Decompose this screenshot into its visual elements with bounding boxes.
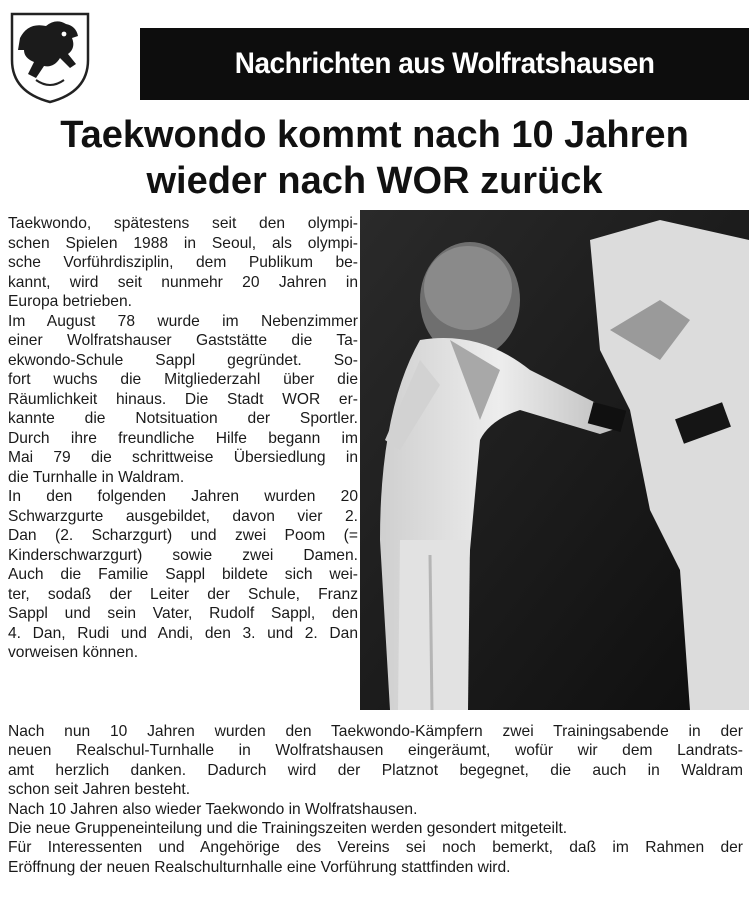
column-text-line: sche Vorführdisziplin, dem Publikum be-: [8, 254, 358, 271]
section-banner: [140, 28, 749, 100]
column-text-line: kannte die Notsituation der Sportler.: [8, 410, 358, 427]
column-text-line: einer Wolfratshauser Gaststätte die Ta-: [8, 332, 358, 349]
column-text-line: Europa betrieben.: [8, 293, 132, 310]
article-headline: [0, 112, 749, 204]
footer-text-line: Eröffnung der neuen Realschulturnhalle eine Vorführung stattfinden wird.: [8, 858, 511, 876]
column-text-line: ter, sodaß der Leiter der Schule, Franz: [8, 585, 358, 603]
column-text-line: kannt, wird seit nunmehr 20 Jahren in: [8, 273, 358, 291]
footer-text-line: schon seit Jahren besteht.: [8, 781, 191, 799]
footer-text-line: Nach 10 Jahren also wieder Taekwondo in Wolfratshausen.: [8, 800, 418, 818]
coat-of-arms-icon: [6, 8, 94, 106]
headline-line-1: Taekwondo kommt nach 10 Jahren: [60, 114, 689, 156]
column-text-line: Dan (2. Scharzgurt) und zwei Poom (=: [8, 527, 358, 544]
article-footer-text: [8, 722, 743, 877]
column-text-line: die Turnhalle in Waldram.: [8, 468, 185, 486]
column-text-line: Durch ihre freundliche Hilfe begann im: [8, 429, 358, 447]
column-text-line: Räumlichkeit hinaus. Die Stadt WOR er-: [8, 390, 358, 408]
column-text-line: Im August 78 wurde im Nebenzimmer: [8, 312, 358, 330]
footer-text-line: Nach nun 10 Jahren wurden den Taekwondo-Kämpfern zwei Trainingsabende in der: [8, 723, 743, 740]
footer-text-line: amt herzlich danken. Dadurch wird der Platznot begegnet, die auch in Waldram: [8, 761, 743, 779]
column-text-line: Kinderschwarzgurt) sowie zwei Damen.: [8, 546, 358, 564]
column-text-line: 4. Dan, Rudi und Andi, den 3. und 2. Dan: [8, 624, 358, 642]
column-text-line: vorweisen können.: [8, 644, 139, 661]
footer-text-line: neuen Realschul-Turnhalle in Wolfratshausen eingeräumt, wofür wir dem Landrats-: [8, 742, 743, 760]
taekwondo-photo: [360, 210, 749, 710]
headline-line-2: wieder nach WOR zurück: [146, 160, 603, 202]
column-text-line: Taekwondo, spätestens seit den olympi-: [8, 215, 358, 232]
column-text-line: In den folgenden Jahren wurden 20: [8, 488, 358, 505]
footer-text-line: Für Interessenten und Angehörige des Vereins sei noch bemerkt, daß im Rahmen der: [8, 839, 743, 857]
column-text-line: schen Spielen 1988 in Seoul, als olympi-: [8, 234, 358, 252]
article-column: [8, 214, 358, 663]
column-text-line: Schwarzgurte ausgebildet, davon vier 2.: [8, 507, 358, 525]
banner-title: Nachrichten aus Wolfratshausen: [234, 47, 655, 80]
column-text-line: Auch die Familie Sappl bildete sich wei-: [8, 566, 358, 583]
footer-text-line: Die neue Gruppeneinteilung und die Trainingszeiten werden gesondert mitgeteilt.: [8, 820, 568, 838]
column-text-line: ekwondo-Schule Sappl gegründet. So-: [8, 351, 358, 369]
column-text-line: fort wuchs die Mitgliederzahl über die: [8, 371, 358, 388]
column-text-line: Sappl und sein Vater, Rudolf Sappl, den: [8, 605, 358, 622]
column-text-line: Mai 79 die schrittweise Übersiedlung in: [8, 449, 358, 466]
